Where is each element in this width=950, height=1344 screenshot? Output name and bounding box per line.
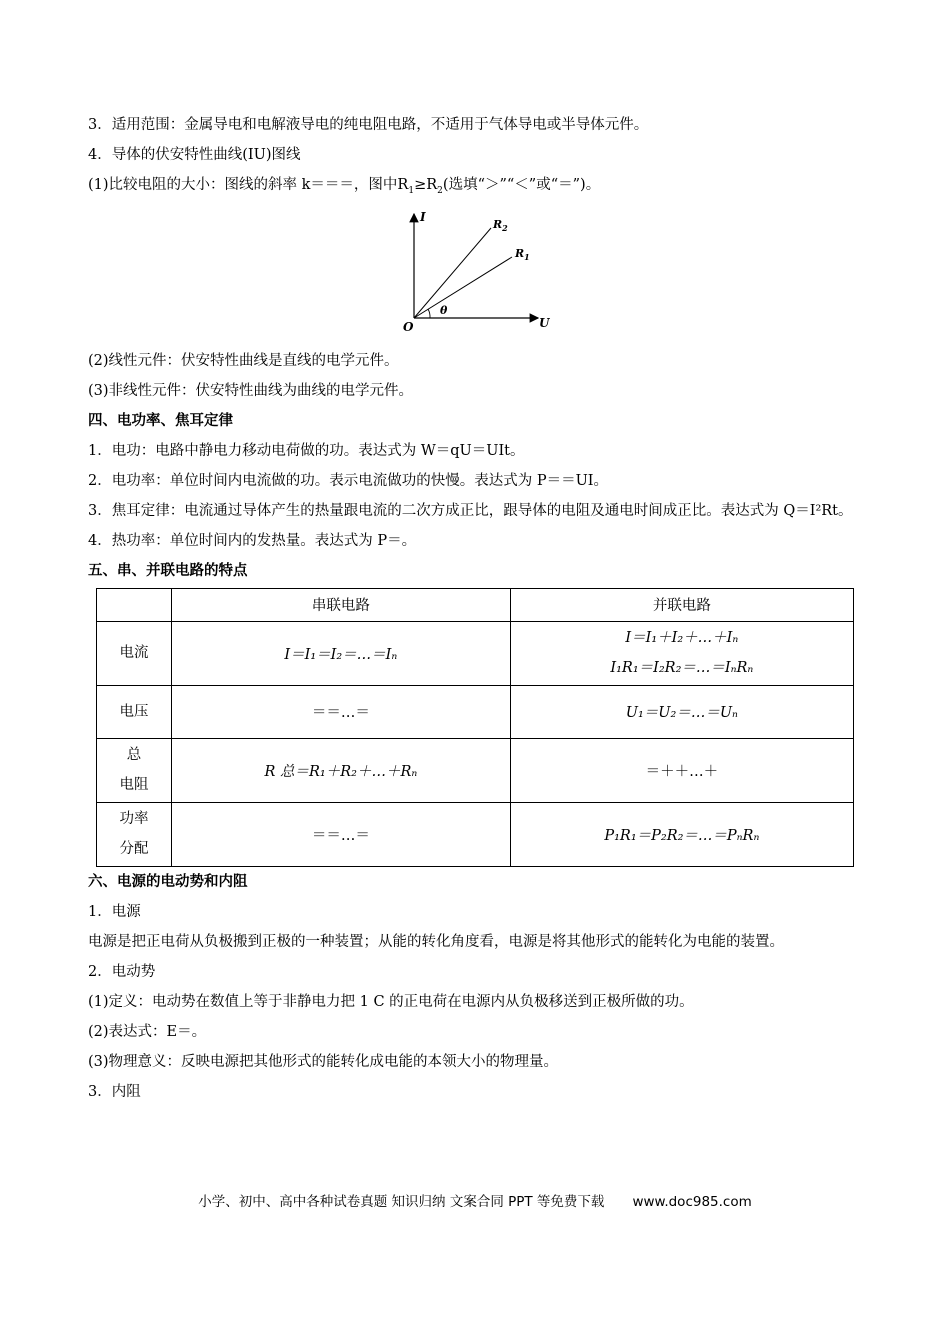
power-parallel: P₁R₁＝P₂R₂＝…＝PₙRₙ	[510, 802, 853, 866]
table-row	[97, 738, 854, 802]
compare-sub-1: 1	[408, 185, 415, 196]
theta-label: θ	[440, 303, 448, 317]
r2-label: $R_2$	[493, 217, 508, 233]
item-heat-power: 4．热功率：单位时间内的发热量。表达式为 P＝。	[88, 532, 417, 549]
resistance-series: R 总＝R₁＋R₂＋…＋Rₙ	[172, 738, 511, 802]
section-heading-circuits: 五、串、并联电路的特点	[88, 562, 248, 579]
item-emf-meaning: (3)物理意义：反映电源把其他形式的能转化成电能的本领大小的物理量。	[88, 1053, 559, 1070]
page-footer	[0, 1190, 950, 1210]
compare-text-b: (选填“＞”“＜”或“＝”)。	[442, 177, 601, 193]
item-scope: 3．适用范围：金属导电和电解液导电的纯电阻电路，不适用于气体导电或半导体元件。	[88, 117, 649, 133]
item-emf-definition: (1)定义：电动势在数值上等于非静电力把 1 C 的正电荷在电源内从负极移送到正极所做的功。	[88, 993, 694, 1010]
current-parallel	[510, 621, 853, 685]
table-corner	[97, 588, 172, 621]
item-source-heading: 1．电源	[88, 903, 141, 920]
document-body	[88, 110, 868, 1107]
header-series: 串联电路	[172, 588, 511, 621]
item-emf-expression: (2)表达式：E＝。	[88, 1023, 207, 1040]
circuit-table	[96, 588, 854, 867]
item-work: 1．电功：电路中静电力移动电荷做的功。表达式为 W＝qU＝UIt。	[88, 442, 525, 459]
item-compare-resistance: (1)比较电阻的大小：图线的斜率 k＝＝＝，图中$R_1\ge R_2$(选填“＞”“＜”或“＝”)。	[88, 177, 601, 196]
axis-u-label: U	[539, 315, 550, 330]
item-linear: (2)线性元件：伏安特性曲线是直线的电学元件。	[88, 352, 399, 369]
angle-arc	[428, 309, 430, 318]
row-label-current: 电流	[97, 621, 172, 685]
voltage-parallel: U₁＝U₂＝…＝Uₙ	[510, 685, 853, 738]
current-parallel-ratio: I₁R₁＝I₂R₂＝…＝IₙRₙ	[610, 660, 754, 677]
row-label-power: 功率 分配	[97, 802, 172, 866]
compare-text-a: (1)比较电阻的大小：图线的斜率 k＝＝＝，图中R	[88, 177, 409, 193]
r1-label: $R_1$	[515, 246, 530, 262]
resistance-parallel: ＝＋＋…＋	[510, 738, 853, 802]
table-row	[97, 588, 854, 621]
section-heading-power: 四、电功率、焦耳定律	[88, 412, 233, 429]
r2-line	[414, 228, 491, 318]
current-parallel-sum: I＝I₁＋I₂＋…＋Iₙ	[625, 630, 739, 647]
item-nonlinear: (3)非线性元件：伏安特性曲线为曲线的电学元件。	[88, 382, 414, 399]
header-parallel: 并联电路	[510, 588, 853, 621]
current-series: I＝I₁＝I₂＝…＝Iₙ	[172, 621, 511, 685]
axis-i-label: I	[420, 209, 426, 224]
voltage-series: ＝＝…＝	[172, 685, 511, 738]
origin-label: O	[403, 319, 414, 334]
row-label-voltage: 电压	[97, 685, 172, 738]
item-source-definition: 电源是把正电荷从负极搬到正极的一种装置；从能的转化角度看，电源是将其他形式的能转化为电能的装置。	[88, 933, 784, 950]
table-row	[97, 621, 854, 685]
section-heading-source: 六、电源的电动势和内阻	[88, 873, 248, 890]
item-emf-heading: 2．电动势	[88, 963, 156, 980]
table-row	[97, 802, 854, 866]
item-iu-curve: 4．导体的伏安特性曲线(IU)图线	[88, 147, 301, 163]
power-series: ＝＝…＝	[172, 802, 511, 866]
r1-line	[414, 257, 512, 318]
item-power: 2．电功率：单位时间内电流做的功。表示电流做功的快慢。表达式为 P＝＝UI。	[88, 472, 609, 489]
footer-url[interactable]: www.doc985.com	[632, 1194, 752, 1210]
iu-graph	[403, 208, 556, 338]
item-internal-resistance: 3．内阻	[88, 1083, 141, 1100]
compare-sub-2: 2	[437, 185, 443, 196]
table-row	[97, 685, 854, 738]
footer-text: 小学、初中、高中各种试卷真题 知识归纳 文案合同 PPT 等免费下载	[198, 1194, 605, 1210]
item-joule: 3．焦耳定律：电流通过导体产生的热量跟电流的二次方成正比，跟导体的电阻及通电时间成正比。表达式为 Q＝I²Rt。	[88, 502, 853, 519]
row-label-resistance: 总 电阻	[97, 738, 172, 802]
